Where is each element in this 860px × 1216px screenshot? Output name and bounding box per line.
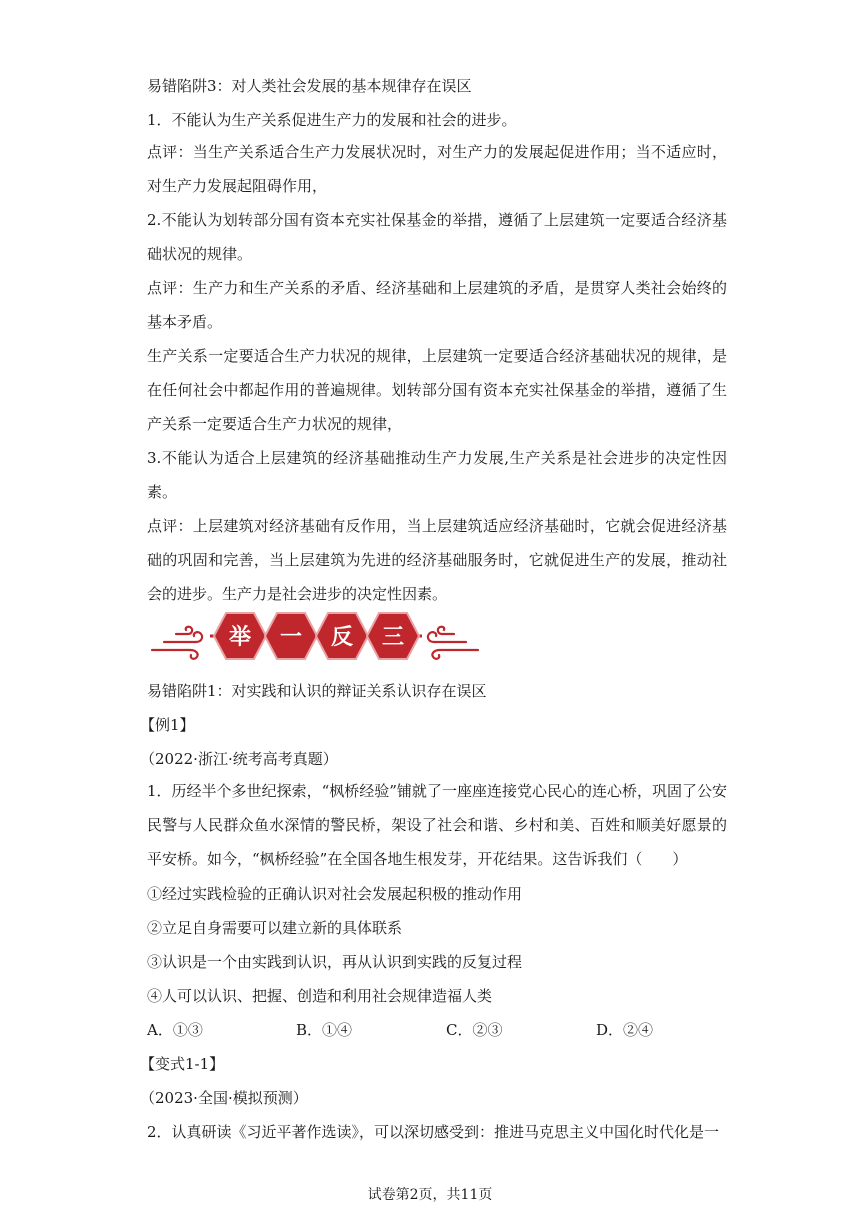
variant-source: （2023·全国·模拟预测） bbox=[140, 1089, 308, 1107]
trap3-comment-1: 点评：当生产关系适合生产力发展状况时，对生产力的发展起促进作用；当不适应时，对生产力发展起阻碍作用， bbox=[147, 143, 727, 195]
option-c: C．②③ bbox=[446, 1021, 503, 1039]
banner-ju-yi-fan-san bbox=[150, 606, 480, 666]
banner-char-4: 三 bbox=[381, 625, 405, 650]
trap3-comment-2: 点评：生产力和生产关系的矛盾、经济基础和上层建筑的矛盾，是贯穿人类社会始终的基本矛盾。 bbox=[147, 279, 727, 331]
banner-char-1: 举 bbox=[228, 625, 252, 650]
trap3-comment-3: 点评：上层建筑对经济基础有反作用，当上层建筑适应经济基础时，它就会促进经济基础的巩固和完善，当上层建筑为先进的经济基础服务时，它就促进生产的发展，推动社会的进步。生产力是社会进步的决定性因素。 bbox=[147, 517, 727, 603]
question-2: 2．认真研读《习近平著作选读》，可以深切感受到：推进马克思主义中国化时代化是一 bbox=[147, 1123, 720, 1141]
statement-3: ③认识是一个由实践到认识，再从认识到实践的反复过程 bbox=[147, 953, 523, 971]
trap3-comment-2b: 生产关系一定要适合生产力状况的规律，上层建筑一定要适合经济基础状况的规律，是在任何社会中都起作用的普遍规律。划转部分国有资本充实社保基金的举措，遵循了生产关系一定要适合生产力状况的规律， bbox=[147, 347, 727, 433]
statement-2: ②立足自身需要可以建立新的具体联系 bbox=[147, 919, 403, 937]
trap3-point-2: 2.不能认为划转部分国有资本充实社保基金的举措，遵循了上层建筑一定要适合经济基础状况的规律。 bbox=[147, 211, 727, 263]
option-a: A．①③ bbox=[147, 1021, 203, 1039]
right-swirl-ornament bbox=[428, 627, 478, 659]
question-1: 1．历经半个多世纪探索，“枫桥经验”铺就了一座座连接党心民心的连心桥，巩固了公安民警与人民群众鱼水深情的警民桥，架设了社会和谐、乡村和美、百姓和顺美好愿景的平安桥。如今，“枫桥经验”在全国各地生根发芽，开花结果。这告诉我们（ ） bbox=[147, 782, 727, 868]
example-label: 【例1】 bbox=[140, 716, 195, 734]
example-source: （2022·浙江·统考高考真题） bbox=[140, 750, 338, 768]
left-swirl-ornament bbox=[152, 627, 202, 659]
trap3-point-3: 3.不能认为适合上层建筑的经济基础推动生产力发展,生产关系是社会进步的决定性因素。 bbox=[147, 449, 727, 501]
banner-char-2: 一 bbox=[279, 625, 303, 650]
variant-label: 【变式1-1】 bbox=[140, 1055, 225, 1073]
banner-char-3: 反 bbox=[330, 625, 354, 650]
option-d: D．②④ bbox=[596, 1021, 654, 1039]
statement-4: ④人可以认识、把握、创造和利用社会规律造福人类 bbox=[147, 987, 493, 1005]
trap3-point-1: 1．不能认为生产关系促进生产力的发展和社会的进步。 bbox=[147, 111, 517, 129]
trap1-title: 易错陷阱1：对实践和认识的辩证关系认识存在误区 bbox=[147, 682, 487, 700]
trap3-title: 易错陷阱3：对人类社会发展的基本规律存在误区 bbox=[147, 77, 472, 95]
statement-1: ①经过实践检验的正确认识对社会发展起积极的推动作用 bbox=[147, 885, 523, 903]
page-footer: 试卷第2页，共11页 bbox=[367, 1187, 493, 1203]
option-b: B．①④ bbox=[296, 1021, 353, 1039]
